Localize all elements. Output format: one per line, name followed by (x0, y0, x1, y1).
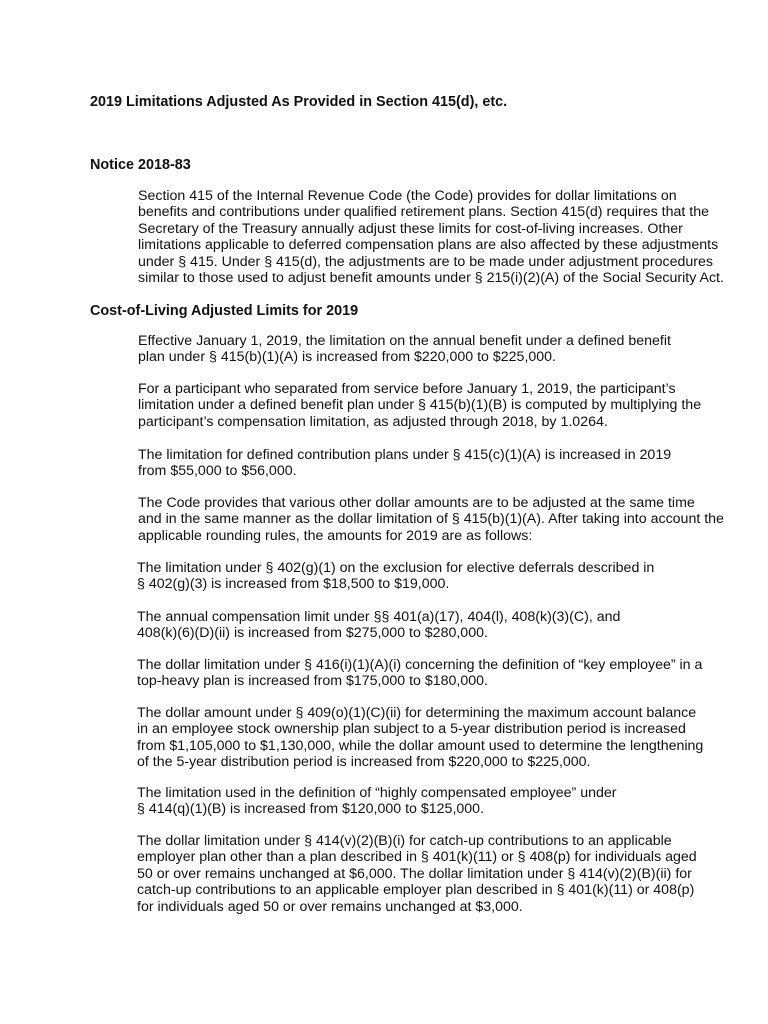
text-line: § 402(g)(3) is increased from $18,500 to $19,000. (137, 576, 450, 593)
text-line: for individuals aged 50 or over remains unchanged at $3,000. (137, 898, 523, 915)
text-line: limitation under a defined benefit plan under § 415(b)(1)(B) is computed by multiplying the (138, 397, 702, 414)
text-line: employer plan other than a plan described in § 401(k)(11) or § 408(p) for individuals aged (137, 849, 697, 866)
text-line: The limitation under § 402(g)(1) on the exclusion for elective deferrals described in (137, 560, 655, 576)
text-line: § 414(q)(1)(B) is increased from $120,000 to $125,000. (137, 801, 485, 818)
text-line: The Code provides that various other dollar amounts are to be adjusted at the same time (138, 495, 695, 511)
text-line: The dollar amount under § 409(o)(1)(C)(ii) for determining the maximum account balance (137, 705, 697, 721)
text-line: 50 or over remains unchanged at $6,000. The dollar limitation under § 414(v)(2)(B)(ii) for (137, 865, 692, 882)
limit-item-catch-up (137, 833, 697, 915)
text-line: The limitation for defined contribution plans under § 415(c)(1)(A) is increased in 2019 (138, 447, 672, 463)
text-line: Secretary of the Treasury annually adjust these limits for cost-of-living increases. Other (138, 220, 683, 237)
text-line: and in the same manner as the dollar limitation of § 415(b)(1)(A). After taking into account the (138, 511, 724, 528)
text-line: 408(k)(6)(D)(ii) is increased from $275,000 to $280,000. (137, 625, 488, 642)
text-line: from $1,105,000 to $1,130,000, while the dollar amount used to determine the lengthening (137, 737, 704, 754)
text-line: in an employee stock ownership plan subject to a 5-year distribution period is increased (137, 721, 686, 738)
paragraph-annual-benefit (90, 333, 690, 366)
text-line: The limitation used in the definition of “highly compensated employee” under (137, 785, 617, 801)
limit-item-highly-compensated (137, 785, 697, 818)
text-line: from $55,000 to $56,000. (138, 463, 297, 480)
text-line: benefits and contributions under qualified retirement plans. Section 415(d) requires that the (138, 204, 709, 221)
text-line: under § 415. Under § 415(d), the adjustments are to be made under adjustment procedures (138, 253, 713, 270)
paragraph-defined-contribution (90, 447, 690, 480)
text-line: limitations applicable to deferred compensation plans are also affected by these adjustments (138, 237, 719, 254)
text-line: participant’s compensation limitation, as adjusted through 2018, by 1.0264. (138, 413, 608, 430)
limit-item-esop (137, 705, 704, 771)
intro-paragraph (90, 188, 724, 287)
paragraph-other-amounts (90, 495, 724, 544)
limit-item-compensation (137, 609, 697, 642)
document-title: 2019 Limitations Adjusted As Provided in Section 415(d), etc. (90, 94, 508, 110)
text-line: of the 5-year distribution period is increased from $220,000 to $225,000. (137, 754, 591, 771)
text-line: similar to those used to adjust benefit amounts under § 215(i)(2)(A) of the Social Security Act. (138, 270, 724, 287)
text-line: Section 415 of the Internal Revenue Code (the Code) provides for dollar limitations on (138, 188, 677, 204)
text-line: The dollar limitation under § 414(v)(2)(B)(i) for catch-up contributions to an applicable (137, 833, 672, 849)
text-line: applicable rounding rules, the amounts for 2019 are as follows: (138, 527, 533, 544)
text-line: catch-up contributions to an applicable employer plan described in § 401(k)(11) or 408(p) (137, 882, 695, 899)
text-line: The annual compensation limit under §§ 401(a)(17), 404(l), 408(k)(3)(C), and (137, 609, 621, 625)
paragraph-separated-participant (90, 381, 702, 430)
notice-number: Notice 2018-83 (90, 157, 191, 173)
text-line: For a participant who separated from service before January 1, 2019, the participant’s (138, 381, 676, 397)
limit-item-elective-deferrals (137, 560, 697, 593)
text-line: plan under § 415(b)(1)(A) is increased from $220,000 to $225,000. (138, 349, 556, 366)
limit-item-key-employee (137, 657, 703, 690)
text-line: Effective January 1, 2019, the limitation on the annual benefit under a defined benefit (138, 333, 671, 349)
section-heading: Cost-of-Living Adjusted Limits for 2019 (90, 303, 359, 319)
text-line: top-heavy plan is increased from $175,000 to $180,000. (137, 673, 488, 690)
text-line: The dollar limitation under § 416(i)(1)(A)(i) concerning the definition of “key employee” in a (137, 657, 703, 673)
